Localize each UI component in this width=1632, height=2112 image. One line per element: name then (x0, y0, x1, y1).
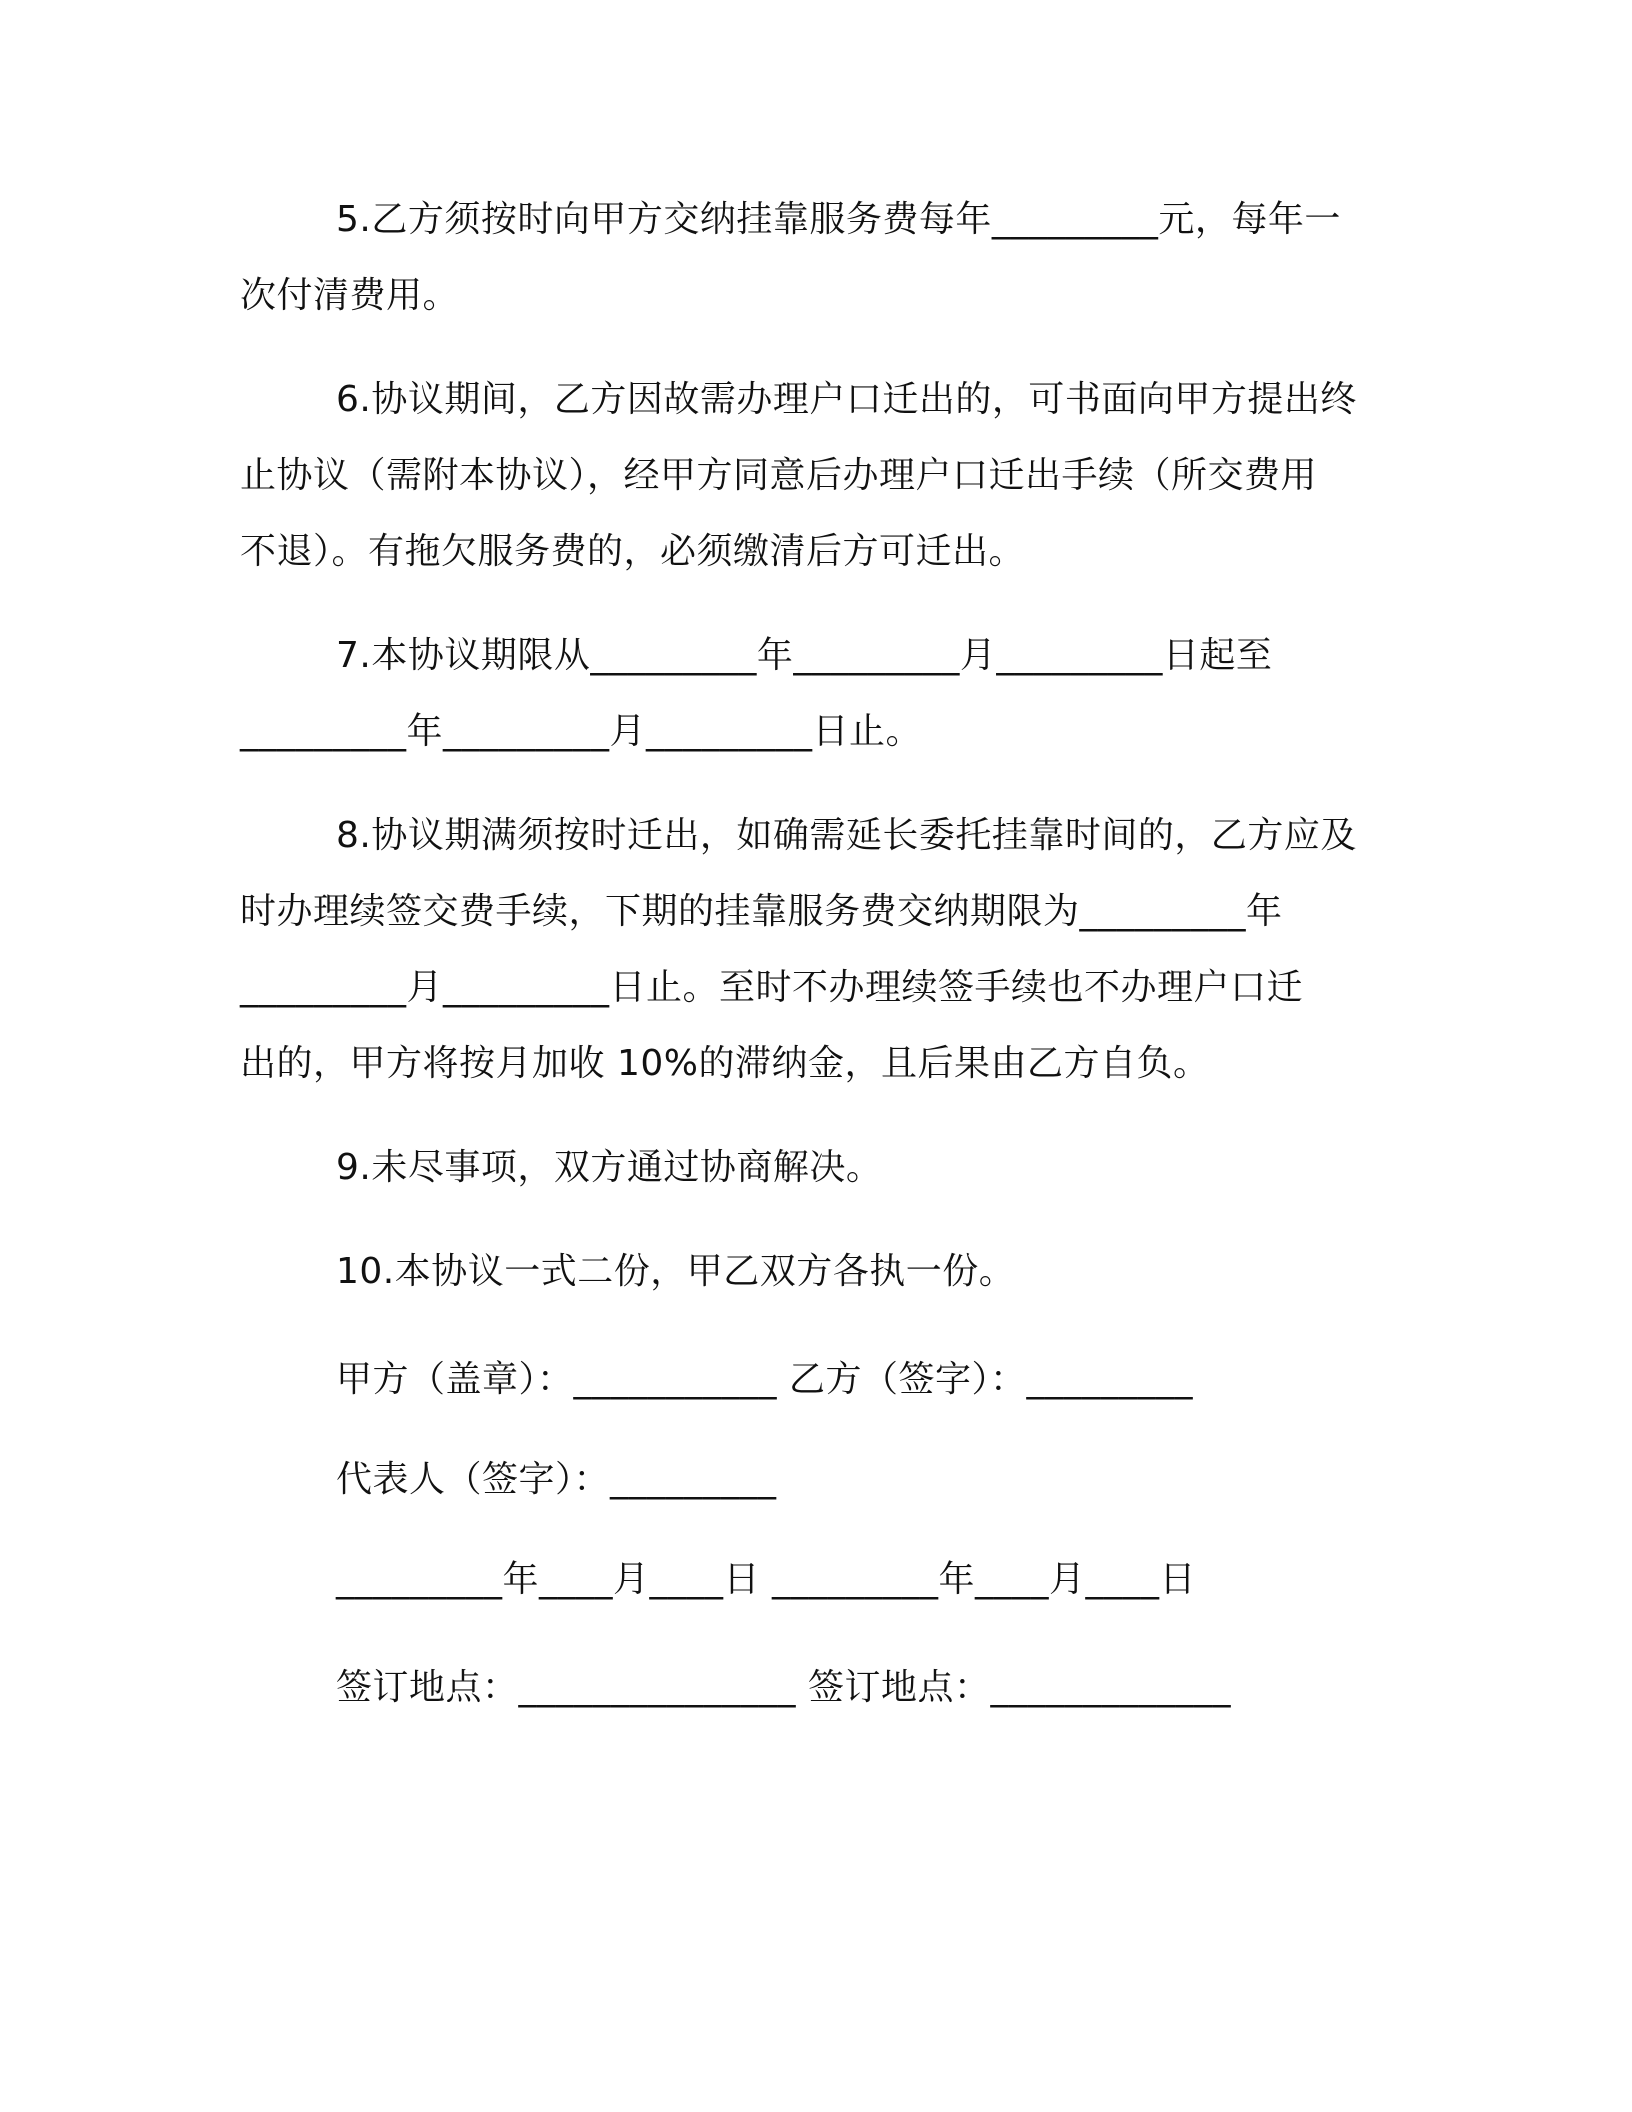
clause-7-line-1: 7.本协议期限从_________年_________月_________日起至 (336, 635, 1273, 676)
clause-6-line-3: 不退）。有拖欠服务费的，必须缴清后方可迁出。 (240, 531, 1026, 572)
clause-8-line-4: 出的，甲方将按月加收 10%的滞纳金，且后果由乙方自负。 (240, 1043, 1210, 1084)
clause-6-line-1: 6.协议期间，乙方因故需办理户口迁出的，可书面向甲方提出终 (336, 379, 1357, 420)
signing-date-line: _________年____月____日 _________年____月____日 (336, 1559, 1196, 1600)
clause-7-line-2: _________年_________月_________日止。 (240, 711, 923, 752)
clause-8-line-1: 8.协议期满须按时迁出，如确需延长委托挂靠时间的，乙方应及 (336, 815, 1357, 856)
signature-parties-line: 甲方（盖章）：___________ 乙方（签字）：_________ (336, 1359, 1193, 1400)
clause-5-line-2: 次付清费用。 (240, 275, 460, 316)
clause-10: 10.本协议一式二份，甲乙双方各执一份。 (336, 1251, 1016, 1292)
clause-9: 9.未尽事项，双方通过协商解决。 (336, 1147, 883, 1188)
clause-8-line-3: _________月_________日止。至时不办理续签手续也不办理户口迁 (240, 967, 1304, 1008)
clause-6-line-2: 止协议（需附本协议），经甲方同意后办理户口迁出手续（所交费用 (240, 455, 1318, 496)
signing-location-line: 签订地点：_______________ 签订地点：_____________ (336, 1667, 1231, 1708)
representative-signature-line: 代表人（签字）：_________ (336, 1459, 777, 1500)
clause-8-line-2: 时办理续签交费手续，下期的挂靠服务费交纳期限为_________年 (240, 891, 1283, 932)
clause-5-line-1: 5.乙方须按时向甲方交纳挂靠服务费每年_________元，每年一 (336, 199, 1341, 240)
